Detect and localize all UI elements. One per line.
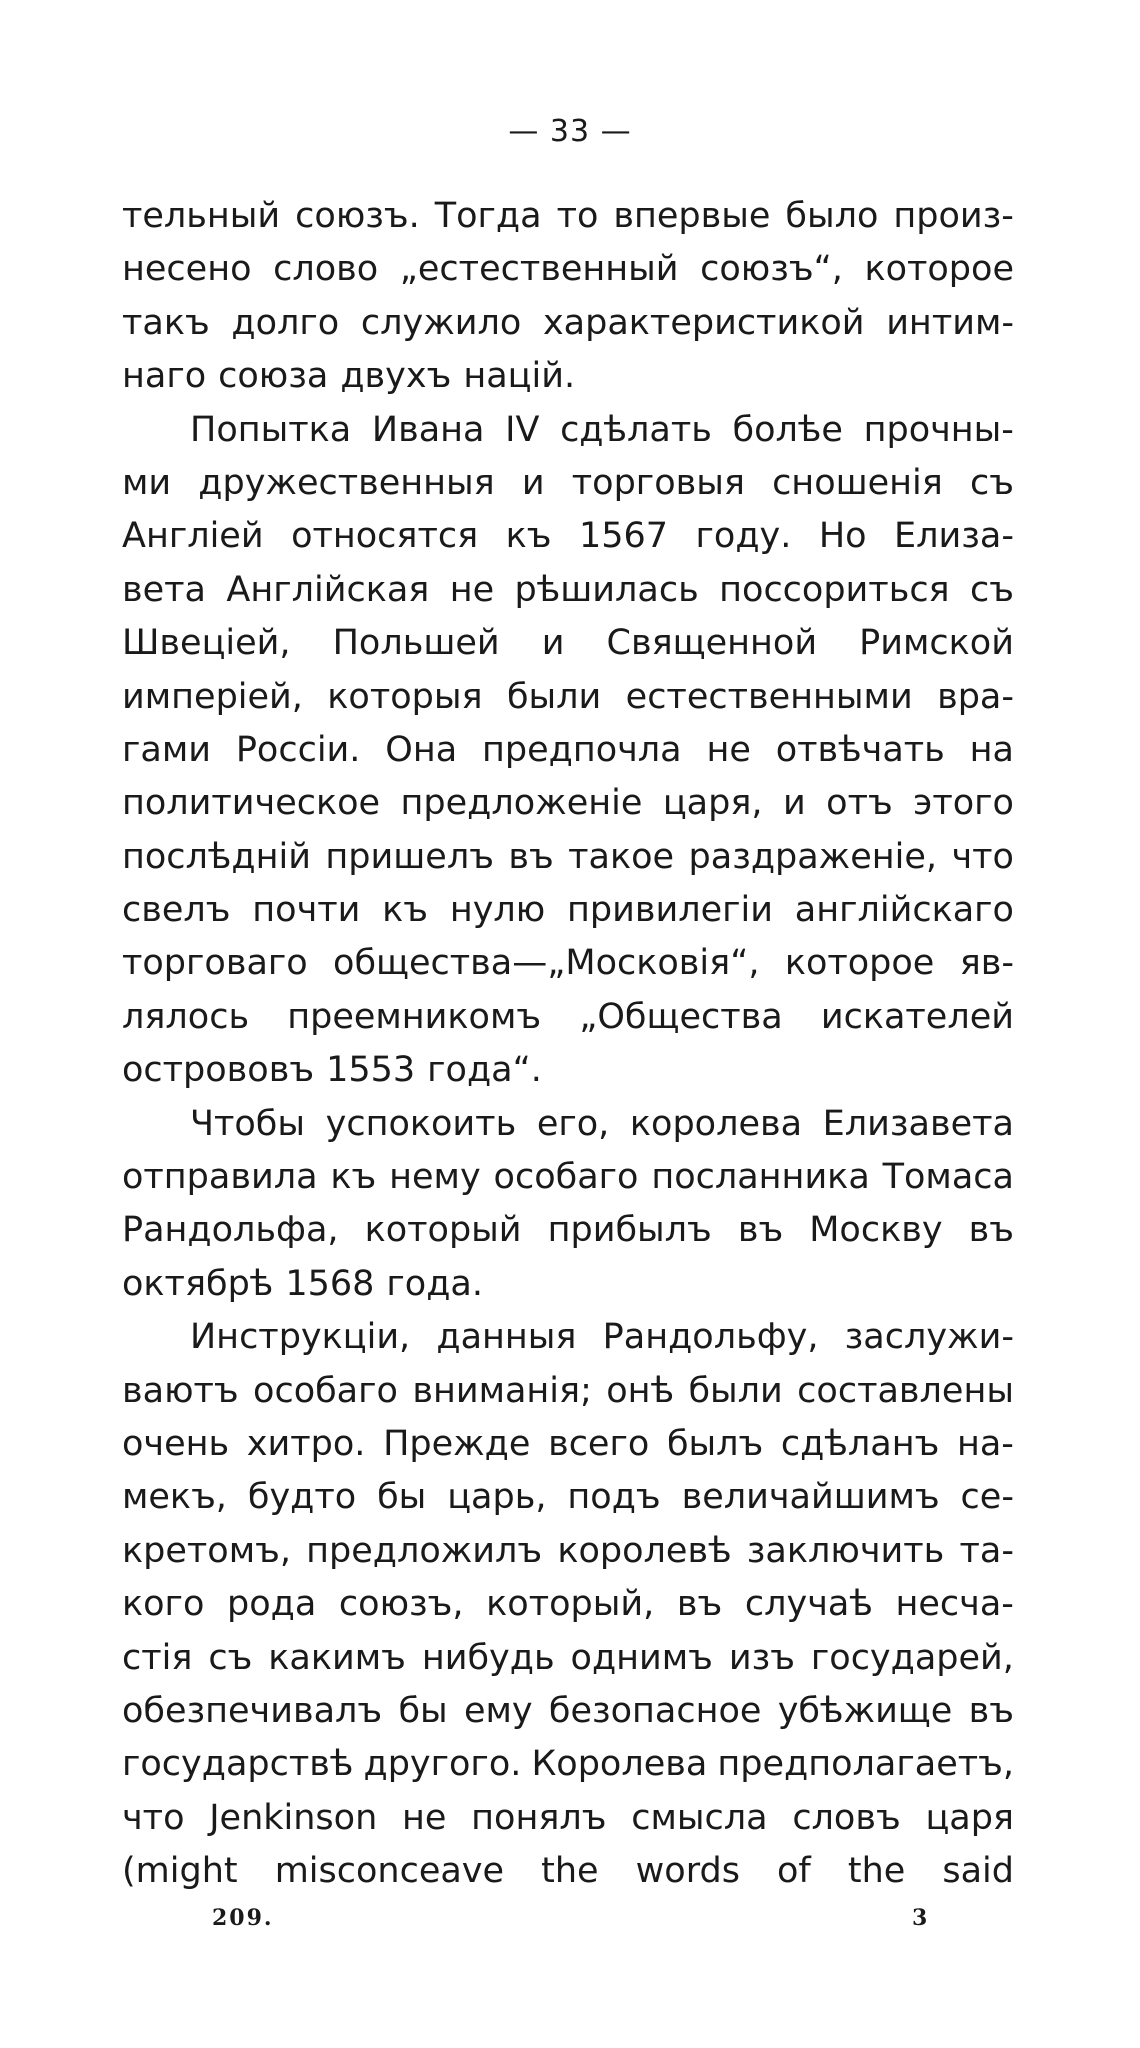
word: отвѣчать — [775, 729, 945, 770]
word: рѣшилась — [514, 569, 699, 610]
word: былъ — [666, 1423, 764, 1464]
word: такъ — [122, 302, 210, 343]
word: которое — [784, 943, 935, 984]
word: Тогда — [434, 196, 542, 236]
page-number: — 33 — — [508, 114, 632, 149]
word: всего — [548, 1423, 650, 1464]
text-line — [122, 991, 1014, 1044]
word: Швеціей, — [122, 623, 291, 664]
word: се- — [960, 1477, 1014, 1518]
word: характеристикой — [542, 302, 865, 343]
text-line — [122, 671, 1014, 724]
page-footer — [0, 1898, 1140, 1938]
word: Англіей — [122, 516, 264, 557]
text-line — [122, 190, 1014, 243]
word: кого — [122, 1584, 205, 1625]
word: яв- — [959, 943, 1014, 984]
text-line — [122, 1044, 1014, 1097]
word: были — [688, 1370, 783, 1411]
word: „Общества — [579, 996, 783, 1037]
word: Москву — [809, 1210, 943, 1251]
word: торговаго — [122, 943, 308, 984]
word: заслужи- — [844, 1317, 1014, 1358]
word: искателей — [820, 996, 1014, 1037]
word: года“. — [427, 1050, 542, 1091]
word: отправила — [122, 1157, 318, 1198]
word: смысла — [631, 1797, 768, 1838]
word: было — [785, 196, 879, 236]
word: Попытка — [190, 409, 352, 450]
word: успокоить — [325, 1103, 517, 1144]
word: Елиза- — [894, 516, 1014, 557]
word: и — [782, 783, 806, 824]
word: Россіи. — [235, 729, 361, 770]
text-line — [122, 243, 1014, 296]
word: года. — [386, 1263, 483, 1304]
word: нибудь — [421, 1637, 555, 1678]
word: вра- — [937, 676, 1014, 717]
word: заключить — [746, 1530, 945, 1571]
word: величайшимъ — [681, 1477, 940, 1518]
word: of — [777, 1851, 811, 1892]
word: въ — [968, 1690, 1014, 1731]
word: несено — [122, 249, 252, 290]
word: въ — [737, 1210, 784, 1251]
text-line — [122, 724, 1014, 777]
word: двухъ — [340, 356, 452, 397]
word: Римской — [859, 623, 1014, 664]
word: его, — [536, 1103, 610, 1144]
word: относятся — [291, 516, 479, 557]
text-line — [122, 297, 1014, 350]
text-line — [122, 777, 1014, 830]
text-line — [122, 1204, 1014, 1257]
word: составлены — [797, 1370, 1014, 1411]
text-line — [122, 404, 1014, 457]
word: изъ — [728, 1637, 795, 1678]
word: случаѣ — [744, 1584, 873, 1625]
text-line — [122, 937, 1014, 990]
word: царя — [925, 1797, 1014, 1838]
word: въ — [508, 836, 554, 877]
word: и — [521, 462, 545, 503]
word: однимъ — [570, 1637, 713, 1678]
word: государствѣ — [122, 1744, 354, 1785]
word: году. — [695, 516, 792, 557]
text-line — [122, 510, 1014, 563]
word: политическое — [122, 783, 381, 824]
word: прочны- — [863, 409, 1014, 450]
word: союзъ“, — [700, 249, 843, 290]
word: почти — [252, 890, 361, 931]
word: Королева — [531, 1744, 708, 1785]
word: и — [541, 623, 565, 664]
word: въ — [968, 1210, 1014, 1251]
text-line — [122, 1578, 1014, 1631]
word: другого. — [363, 1744, 522, 1785]
text-line — [122, 457, 1014, 510]
word: поссориться — [719, 569, 950, 610]
word: Елизавета — [822, 1103, 1014, 1144]
word: хитро. — [246, 1423, 366, 1464]
text-line — [122, 1151, 1014, 1204]
word: слово — [273, 249, 379, 290]
text-line — [122, 1738, 1014, 1791]
word: интим- — [886, 302, 1014, 343]
word: бы — [377, 1477, 427, 1518]
text-line — [122, 1258, 1014, 1311]
word: долго — [231, 302, 340, 343]
word: королевѣ — [557, 1530, 732, 1571]
word: такое — [568, 836, 675, 877]
word: вета — [122, 569, 206, 610]
text-line — [122, 1685, 1014, 1738]
word: said — [942, 1851, 1014, 1892]
word: понялъ — [471, 1797, 607, 1838]
word: IV — [505, 409, 540, 450]
word: служило — [360, 302, 522, 343]
word: англійскаго — [794, 890, 1014, 931]
word: the — [541, 1851, 599, 1892]
text-line — [122, 1845, 1014, 1898]
text-line — [122, 1365, 1014, 1418]
text-line — [122, 564, 1014, 617]
word: „естественный — [399, 249, 679, 290]
word: торговыя — [571, 462, 745, 503]
word: Польшей — [332, 623, 500, 664]
word: предполагаетъ, — [717, 1744, 1014, 1785]
word: произ- — [893, 196, 1014, 236]
text-line — [122, 1792, 1014, 1845]
word: особаго — [493, 1157, 639, 1198]
word: misconceave — [274, 1851, 505, 1892]
word: болѣе — [732, 409, 843, 450]
word: то — [556, 196, 599, 236]
word: имперіей, — [122, 676, 303, 717]
word: 1553 — [326, 1050, 416, 1091]
word: свелъ — [122, 890, 231, 931]
word: мекъ, — [122, 1477, 227, 1518]
word: царь, — [447, 1477, 547, 1518]
word: острововъ — [122, 1050, 315, 1091]
word: впервые — [613, 196, 771, 236]
word: на — [969, 729, 1014, 770]
word: въ — [676, 1584, 723, 1625]
word: сдѣланъ — [780, 1423, 940, 1464]
word: будто — [247, 1477, 357, 1518]
text-line — [122, 831, 1014, 884]
word: отъ — [826, 783, 893, 824]
word: (might — [122, 1851, 238, 1892]
word: предложеніе — [400, 783, 643, 824]
word: прибылъ — [547, 1210, 712, 1251]
word: были — [506, 676, 602, 717]
word: стія — [122, 1637, 193, 1678]
word: къ — [382, 890, 429, 931]
word: рода — [227, 1584, 317, 1625]
word: безопасное — [548, 1690, 762, 1731]
word: съ — [970, 569, 1014, 610]
word: Jenkinson — [209, 1797, 378, 1838]
word: что — [122, 1797, 185, 1838]
word: ему — [463, 1690, 533, 1731]
word: послѣдній — [122, 836, 311, 877]
word: съ — [969, 462, 1014, 503]
word: Она — [385, 729, 458, 770]
word: которыя — [327, 676, 483, 717]
word: Инструкціи, — [190, 1317, 411, 1358]
word: Рандольфу, — [602, 1317, 819, 1358]
word: общества—„Московія“, — [333, 943, 760, 984]
word: особаго — [253, 1370, 398, 1411]
word: королева — [629, 1103, 803, 1144]
word: кретомъ, — [122, 1530, 291, 1571]
word: Прежде — [383, 1423, 531, 1464]
word: ми — [122, 462, 172, 503]
word: не — [402, 1797, 447, 1838]
word: союзъ, — [338, 1584, 464, 1625]
word: къ — [505, 516, 552, 557]
word: подъ — [567, 1477, 661, 1518]
word: съ — [208, 1637, 253, 1678]
word: къ — [330, 1157, 377, 1198]
word: нулю — [449, 890, 546, 931]
word: націй. — [463, 356, 576, 397]
word: очень — [122, 1423, 230, 1464]
word: сдѣлать — [560, 409, 712, 450]
body-text — [122, 190, 1014, 1899]
text-line — [122, 350, 1014, 403]
word: предпочла — [481, 729, 682, 770]
word: наго — [122, 356, 207, 397]
word: на- — [956, 1423, 1014, 1464]
word: дружественныя — [198, 462, 495, 503]
word: царя, — [662, 783, 763, 824]
word: этого — [913, 783, 1014, 824]
word: ваютъ — [122, 1370, 239, 1411]
word: Священной — [606, 623, 818, 664]
word: привилегіи — [567, 890, 773, 931]
word: не — [449, 569, 495, 610]
text-line — [122, 617, 1014, 670]
word: который — [364, 1210, 522, 1251]
word: которое — [864, 249, 1014, 290]
word: words — [635, 1851, 740, 1892]
text-line — [122, 1632, 1014, 1685]
word: вниманія; — [412, 1370, 592, 1411]
text-line — [122, 1418, 1014, 1471]
text-line — [122, 1098, 1014, 1151]
word: бы — [398, 1690, 448, 1731]
word: словъ — [792, 1797, 901, 1838]
word: Рандольфа, — [122, 1210, 339, 1251]
word: несча- — [895, 1584, 1014, 1625]
word: 1567 — [578, 516, 669, 557]
word: пришелъ — [325, 836, 494, 877]
word: союзъ. — [295, 196, 420, 236]
word: убѣжище — [777, 1690, 953, 1731]
word: который, — [486, 1584, 655, 1625]
text-line — [122, 1525, 1014, 1578]
text-line — [122, 1311, 1014, 1364]
word: предложилъ — [306, 1530, 543, 1571]
word: раздраженіе, — [688, 836, 938, 877]
word: преемникомъ — [287, 996, 542, 1037]
word: государей, — [810, 1637, 1014, 1678]
text-line — [122, 1471, 1014, 1524]
word: обезпечивалъ — [122, 1690, 383, 1731]
word: союза — [218, 356, 329, 397]
word: та- — [959, 1530, 1014, 1571]
word: сношенія — [772, 462, 943, 503]
word: посланника — [651, 1157, 870, 1198]
word: какимъ — [268, 1637, 406, 1678]
word: естественными — [625, 676, 913, 717]
word: Чтобы — [190, 1103, 306, 1144]
word: Томаса — [882, 1157, 1014, 1198]
word: что — [951, 836, 1014, 877]
word: данныя — [436, 1317, 577, 1358]
word: гами — [122, 729, 211, 770]
word: Англійская — [226, 569, 430, 610]
word: нему — [389, 1157, 481, 1198]
word: не — [706, 729, 751, 770]
word: октябрѣ — [122, 1263, 274, 1304]
printer-signature: 209. — [212, 1905, 274, 1931]
word: тельный — [122, 196, 281, 236]
word: Но — [818, 516, 867, 557]
sheet-number: 3 — [912, 1905, 928, 1931]
word: онѣ — [606, 1370, 675, 1411]
word: лялось — [122, 996, 250, 1037]
word: Ивана — [371, 409, 485, 450]
text-line — [122, 884, 1014, 937]
word: 1568 — [285, 1263, 375, 1304]
word: the — [847, 1851, 906, 1892]
